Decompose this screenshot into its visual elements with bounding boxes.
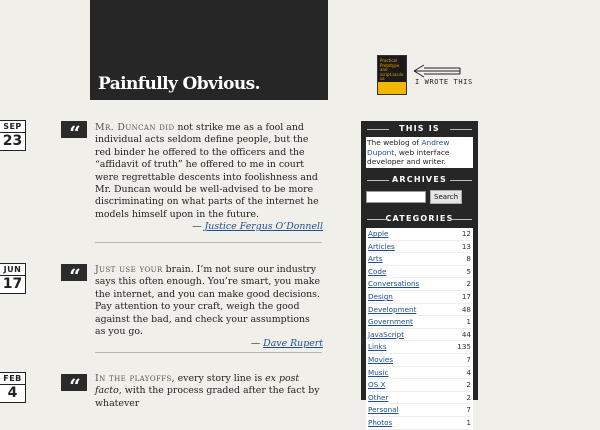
category-count: 7 — [466, 405, 471, 415]
about-blurb — [366, 137, 473, 168]
category-link[interactable]: Links — [368, 342, 387, 352]
masthead — [90, 0, 328, 100]
site-title[interactable]: Painfully Obvious. — [98, 74, 260, 94]
book-title: Practical Prototype and script.aculo.us — [380, 58, 405, 81]
author-link[interactable]: Andrew Dupont — [367, 138, 450, 157]
book-cover[interactable] — [377, 55, 407, 95]
quote-icon[interactable]: “ — [61, 264, 87, 281]
category-link[interactable]: Other — [368, 392, 389, 402]
category-link[interactable]: Design — [368, 291, 393, 301]
category-item[interactable] — [368, 354, 471, 367]
divider — [95, 242, 322, 243]
category-count: 4 — [466, 367, 471, 377]
category-count: 2 — [466, 392, 471, 402]
category-item[interactable] — [368, 404, 471, 417]
category-link[interactable]: OS X — [368, 380, 386, 390]
post-quote — [95, 264, 323, 351]
category-link[interactable]: Photos — [368, 417, 393, 427]
divider — [95, 352, 322, 353]
category-count: 2 — [466, 279, 471, 289]
category-item[interactable] — [368, 367, 471, 380]
category-link[interactable]: Code — [368, 266, 387, 276]
about-text: The weblog of — [367, 138, 422, 147]
post-quote — [95, 122, 323, 234]
category-count: 13 — [461, 241, 471, 251]
category-item[interactable] — [368, 341, 471, 354]
category-count: 2 — [466, 380, 471, 390]
category-link[interactable]: Government — [368, 317, 413, 327]
search-input[interactable] — [366, 191, 426, 203]
category-item[interactable] — [368, 228, 471, 241]
post-body: , with the process graded after the fact by whatever — [95, 385, 320, 409]
post-body: brain. I’m not sure our industry says this often enough. You’re smart, you make the internet, and you can make good decisions. Pay attention to your craft, weigh the good against the bad, and check your assumptions as you go. — [95, 264, 321, 338]
book-cover-bottom — [378, 82, 406, 94]
archives-heading: ARCHIVES — [361, 174, 478, 186]
category-link[interactable]: Development — [368, 304, 417, 314]
date-badge — [0, 372, 26, 403]
this-is-heading: THIS IS — [361, 123, 478, 135]
about-text: , web interface developer and writer. — [367, 147, 450, 167]
category-count: 44 — [461, 329, 471, 339]
category-item[interactable] — [368, 266, 471, 279]
category-item[interactable] — [368, 316, 471, 329]
cite-dash: — — [192, 221, 202, 233]
arrow-left-icon — [412, 63, 462, 79]
category-item[interactable] — [368, 291, 471, 304]
post-emphasis: ex post facto — [95, 373, 300, 397]
categories-heading: CATEGORIES — [361, 213, 478, 225]
category-item[interactable] — [368, 392, 471, 405]
sidebar — [361, 121, 478, 427]
cite-link[interactable]: Dave Rupert — [263, 338, 323, 350]
category-item[interactable] — [368, 304, 471, 317]
category-link[interactable]: Arts — [368, 254, 383, 264]
quote-icon[interactable]: “ — [61, 374, 87, 391]
cite-link[interactable]: Justice Fergus O’Donnell — [204, 221, 323, 233]
search-button[interactable]: Search — [430, 190, 462, 204]
category-item[interactable] — [368, 379, 471, 392]
category-link[interactable]: Apple — [368, 229, 389, 238]
post-body: , every story line is — [171, 373, 266, 384]
cite-dash: — — [250, 338, 261, 350]
category-item[interactable] — [368, 278, 471, 291]
category-count: 17 — [461, 291, 471, 301]
date-badge — [0, 120, 26, 151]
category-link[interactable]: Conversations — [368, 279, 420, 289]
category-link[interactable]: Articles — [368, 241, 395, 251]
date-day: 4 — [7, 385, 18, 401]
category-count: 8 — [466, 254, 471, 264]
category-link[interactable]: Movies — [368, 354, 394, 364]
category-item[interactable] — [368, 253, 471, 266]
category-item[interactable] — [368, 241, 471, 254]
category-list — [366, 228, 473, 430]
date-month: JUN — [0, 264, 25, 276]
date-badge — [0, 263, 26, 294]
category-count: 12 — [461, 229, 471, 238]
category-count: 7 — [466, 354, 471, 364]
category-link[interactable]: JavaScript — [368, 329, 405, 339]
category-count: 48 — [461, 304, 471, 314]
category-item[interactable] — [368, 329, 471, 342]
post-lead: Just use your — [95, 264, 163, 275]
post-body: not strike me as a fool and individual acts seldom define people, but the red binder he offered to the officers and the “affidavit of truth” he offered to me in court were regrettable descents into foolishness and Mr. Duncan would be well-advised to be more discriminating on what parts of the internet he models himself upon in the future. — [95, 122, 319, 220]
category-count: 5 — [466, 266, 471, 276]
post-lead: Mr. Duncan did — [95, 122, 175, 133]
post-lead: In the playoffs — [95, 373, 172, 384]
category-count: 1 — [466, 317, 471, 327]
promo-caption: I WROTE THIS — [415, 78, 473, 86]
category-link[interactable]: Personal — [368, 405, 399, 415]
post-quote — [95, 373, 323, 410]
category-count: 1 — [466, 417, 471, 427]
category-count: 135 — [457, 342, 471, 352]
category-item[interactable] — [368, 417, 471, 430]
date-month: SEP — [0, 121, 25, 133]
quote-icon[interactable]: “ — [61, 121, 87, 138]
archive-search — [366, 190, 473, 204]
date-day: 17 — [2, 276, 23, 292]
date-month: FEB — [0, 373, 25, 385]
date-day: 23 — [2, 133, 23, 149]
category-link[interactable]: Music — [368, 367, 389, 377]
